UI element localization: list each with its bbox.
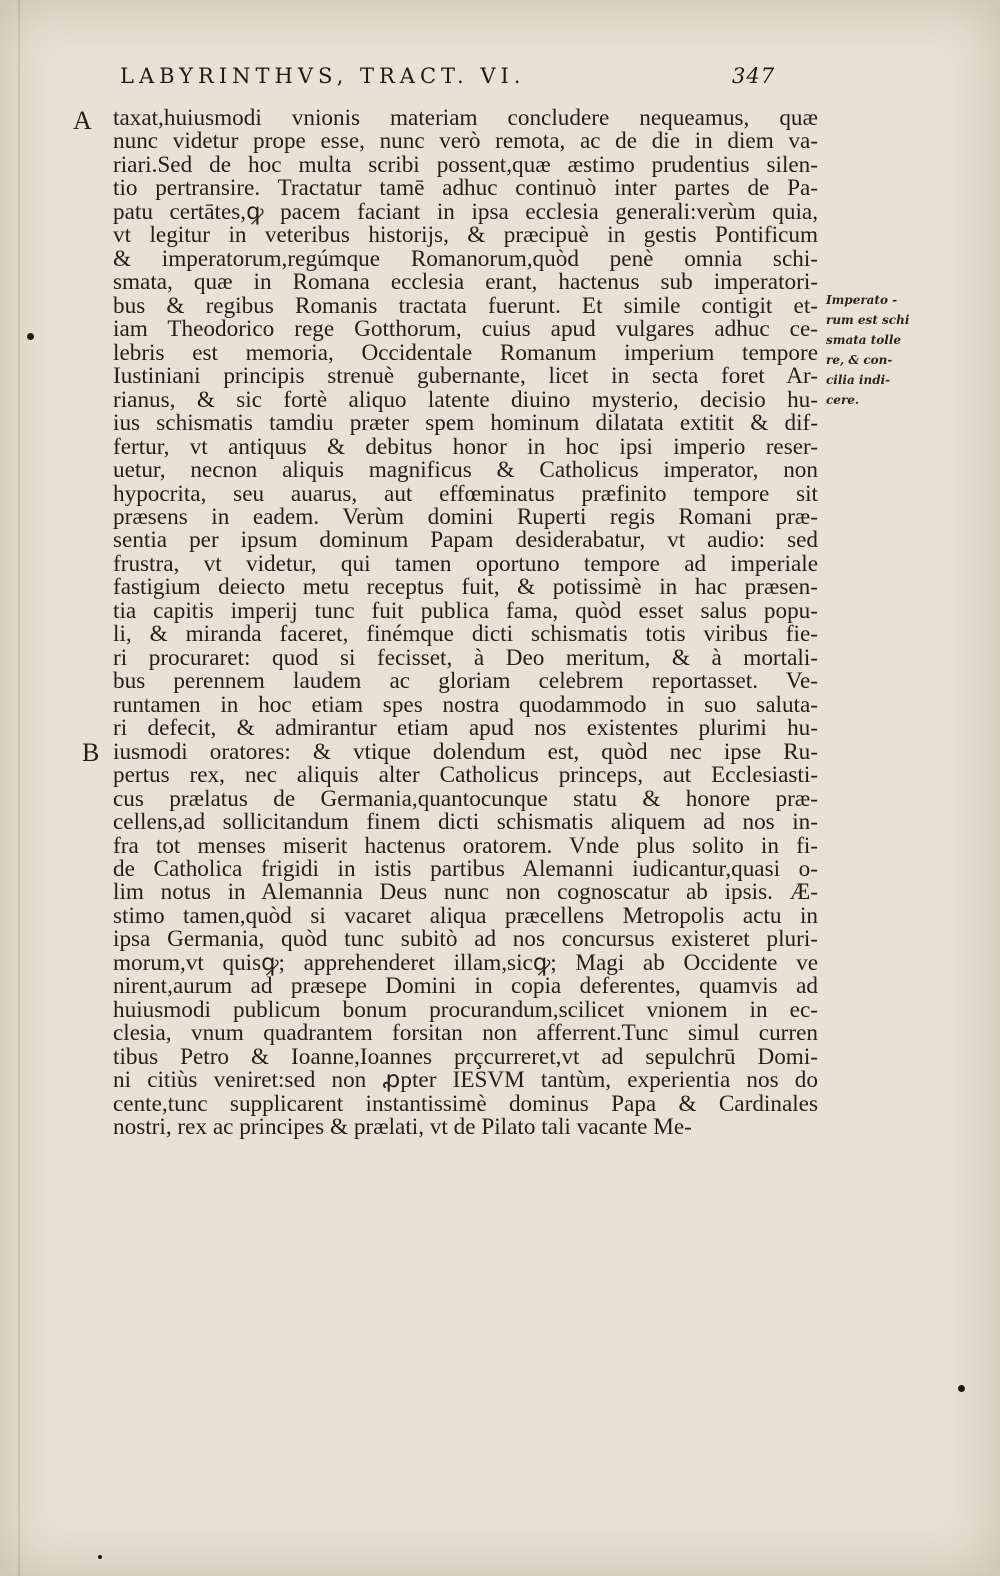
text-line: cellens,ad sollicitandum finem dicti schismatis aliquem ad nos in- (113, 809, 818, 836)
section-letter-b: B (82, 738, 100, 767)
text-line: taxat,huiusmodi vnionis materiam concludere nequeamus, quæ (113, 105, 818, 131)
text-line: riari.Sed de hoc multa scribi possent,quæ æstimo prudentius silen- (113, 151, 818, 178)
text-line: uetur, necnon aliquis magnificus & Catholicus imperator, non (113, 457, 818, 484)
text-line: bus perennem laudem ac gloriam celebrem reportasset. Ve- (113, 668, 818, 695)
text-line: nostri, rex ac principes & prælati, vt de Pilato tali vacante Me- (113, 1114, 692, 1141)
text-line: hypocrita, seu auarus, aut effœminatus præfinito tempore sit (113, 480, 818, 507)
text-line: stimo tamen,quòd si vacaret aliqua præcellens Metropolis actu in (113, 902, 818, 929)
text-line: de Catholica frigidi in istis partibus Alemanni iudicantur,quasi o- (113, 856, 818, 882)
text-line: ius schismatis tamdiu præter spem hominum dilatata extitit & dif- (113, 410, 818, 437)
text-line: fastigium deiecto metu receptus fuit, & potissimè in hac præsen- (113, 574, 818, 601)
body-text (113, 107, 818, 1140)
ink-spot (98, 1555, 102, 1559)
ink-spot (27, 333, 34, 340)
text-line: & imperatorum,regúmque Romanorum,quòd penè omnia schi- (113, 245, 818, 272)
text-line: frustra, vt videtur, qui tamen oportuno tempore ad imperiale (113, 550, 818, 577)
text-line: nunc videtur prope esse, nunc verò remota, ac de die in diem va- (113, 128, 818, 155)
text-line: morum,vt quisꝙ; apprehenderet illam,sicꝙ; Magi ab Occidente ve (113, 949, 818, 976)
text-line: nirent,aurum ad præsepe Domini in copia deferentes, quamvis ad (113, 973, 818, 1000)
text-line: cus prælatus de Germania,quantocunque statu & honore præ- (113, 785, 818, 812)
text-line: iusmodi oratores: & vtique dolendum est, quòd nec ipse Ru- (113, 738, 818, 765)
ink-spot (958, 1385, 965, 1392)
text-line: ipsa Germania, quòd tunc subitò ad nos concursus existeret pluri- (113, 926, 818, 953)
text-line: lebris est memoria, Occidentale Romanum imperium tempore (113, 339, 818, 366)
text-line: patu certātes,ꝙ pacem faciant in ipsa ecclesia generali:verùm quia, (113, 198, 818, 225)
marginal-note-line: cere. (826, 393, 860, 407)
text-line: fertur, vt antiquus & debitus honor in hoc ipsi imperio reser- (113, 433, 818, 460)
marginal-note-line: smata tolle (826, 333, 902, 347)
text-line: sentia per ipsum dominum Papam desiderabatur, vt audio: sed (113, 527, 818, 554)
text-line: bus & regibus Romanis tractata fuerunt. Et simile contigit et- (113, 292, 818, 319)
section-letter-a: A (73, 106, 92, 135)
marginal-note-line: cilia indi- (826, 373, 891, 387)
text-line: Iustiniani principis strenuè gubernante, licet in secta foret Ar- (113, 363, 818, 390)
text-line: ri procuraret: quod si fecisset, à Deo meritum, & à mortali- (113, 644, 818, 671)
text-line: vt legitur in veteribus historijs, & præcipuè in gestis Pontificum (113, 222, 818, 249)
text-line: runtamen in hoc etiam spes nostra quodammodo in suo saluta- (113, 691, 818, 718)
text-line: tio pertransire. Tractatur tamē adhuc continuò inter partes de Pa- (113, 175, 818, 202)
text-line: iam Theodorico rege Gotthorum, cuius apud vulgares adhuc ce- (113, 316, 818, 343)
marginal-note (826, 290, 916, 410)
text-line: huiusmodi publicum bonum procurandum,scilicet vnionem in ec- (113, 996, 818, 1023)
text-line: præsens in eadem. Verùm domini Ruperti regis Romani præ- (113, 503, 818, 530)
running-title: LABYRINTHVS, TRACT. VI. (120, 64, 526, 88)
marginal-note-line: rum est schi (826, 313, 910, 327)
marginal-note-line: Imperato - (826, 293, 898, 307)
text-line: clesia, vnum quadrantem forsitan non afferrent.Tunc simul curren (113, 1020, 818, 1047)
text-line: tia capitis imperij tunc fuit publica fama, quòd esset salus popu- (113, 597, 818, 624)
page-gutter-shadow (18, 0, 20, 1576)
text-line: li, & miranda faceret, finémque dicti schismatis totis viribus fie- (113, 621, 818, 648)
text-line: pertus rex, nec aliquis alter Catholicus princeps, aut Ecclesiasti- (113, 762, 818, 789)
marginal-note-line: re, & con- (826, 353, 893, 367)
text-line: tibus Petro & Ioanne,Ioannes prçcurreret,vt ad sepulchrū Domi- (113, 1043, 818, 1070)
page-number: 347 (732, 64, 776, 88)
text-line: rianus, & sic fortè aliquo latente diuino mysterio, decisio hu- (113, 386, 818, 413)
running-head (120, 64, 820, 88)
text-line: cente,tunc supplicarent instantissimè dominus Papa & Cardinales (113, 1090, 818, 1117)
text-line: fra tot menses miserit hactenus oratorem. Vnde plus solito in fi- (113, 832, 818, 859)
text-line: ri defecit, & admirantur etiam apud nos existentes plurimi hu- (113, 715, 818, 742)
text-line: smata, quæ in Romana ecclesia erant, hactenus sub imperatori- (113, 269, 818, 296)
text-line: lim notus in Alemannia Deus nunc non cognoscatur ab ipsis. Æ- (113, 879, 818, 906)
text-line: ni citiùs veniret:sed non ꝓpter IESVM tantùm, experientia nos do (113, 1067, 818, 1094)
